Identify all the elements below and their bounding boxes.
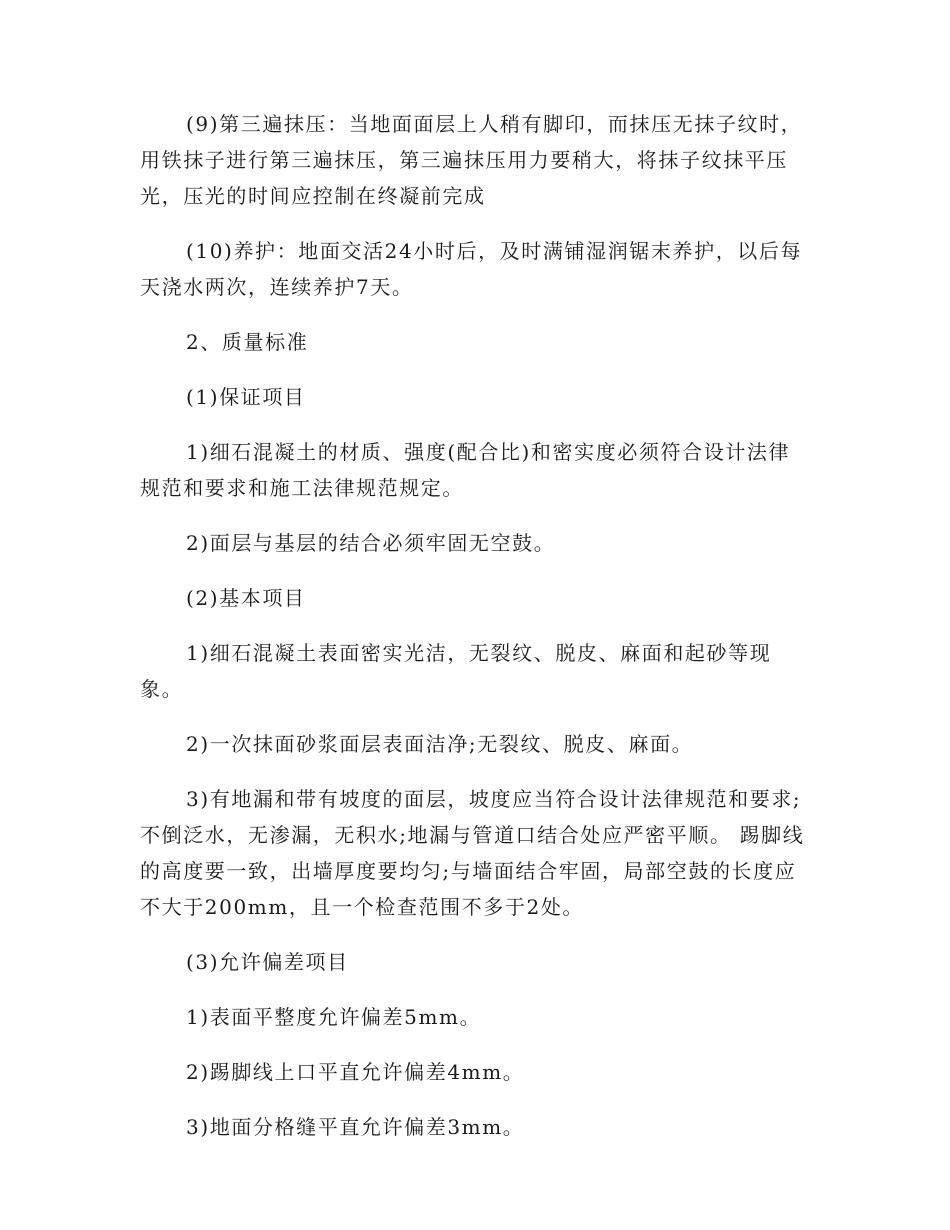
paragraph-basic-item-1: 1)细石混凝土表面密实光洁，无裂纹、脱皮、麻面和起砂等现象。	[140, 641, 772, 701]
paragraph-deviation-item-3: 3)地面分格缝平直允许偏差3mm。	[186, 1115, 525, 1139]
paragraph-step-9: (9)第三遍抹压：当地面面层上人稍有脚印，而抹压无抹子纹时，用铁抹子进行第三遍抹压，第三遍抹压用力要稍大，将抹子纹抹平压光，压光的时间应控制在终凝前完成	[140, 112, 803, 208]
paragraph-guaranteed-item-2: 2)面层与基层的结合必须牢固无空鼓。	[186, 531, 556, 555]
subheading-allowable-deviation: (3)允许偏差项目	[186, 950, 349, 974]
section-heading-quality-standard: 2、质量标准	[186, 330, 309, 354]
paragraph-step-10: (10)养护：地面交活24小时后，及时满铺湿润锯末养护，以后每天浇水两次，连续养护7天。	[140, 239, 803, 299]
paragraph-basic-item-2: 2)一次抹面砂浆面层表面洁净;无裂纹、脱皮、麻面。	[186, 732, 694, 756]
paragraph-deviation-item-1: 1)表面平整度允许偏差5mm。	[186, 1005, 482, 1029]
paragraph-basic-item-3: 3)有地漏和带有坡度的面层，坡度应当符合设计法律规范和要求;不倒泛水，无渗漏，无积水;地漏与管道口结合处应严密平顺。 踢脚线的高度要一致，出墙厚度要均匀;与墙面结合牢固，局部空鼓的长度应不大于200mm，且一个检查范围不多于2处。	[140, 787, 805, 919]
paragraph-deviation-item-2: 2)踢脚线上口平直允许偏差4mm。	[186, 1060, 525, 1084]
paragraph-guaranteed-item-1: 1)细石混凝土的材质、强度(配合比)和密实度必须符合设计法律规范和要求和施工法律规范规定。	[140, 440, 791, 500]
subheading-basic-items: (2)基本项目	[186, 586, 306, 610]
document-body	[140, 106, 810, 1164]
subheading-guaranteed-items: (1)保证项目	[186, 385, 306, 409]
